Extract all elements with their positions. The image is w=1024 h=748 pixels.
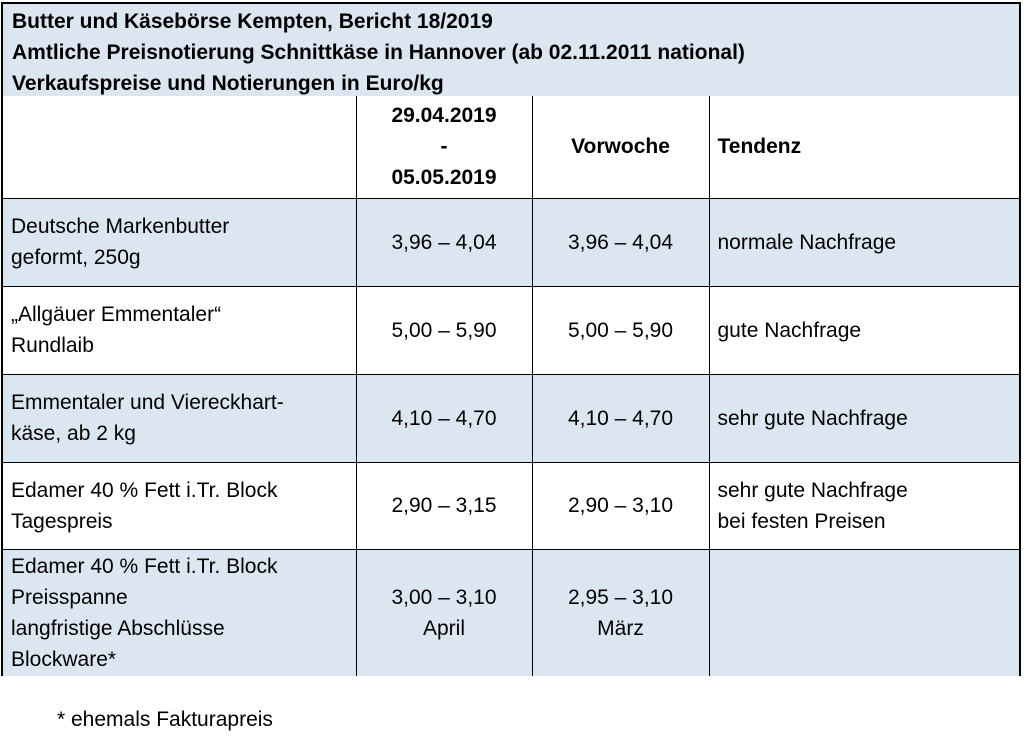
header-product-cell: [3, 96, 356, 198]
product-name: Emmentaler und Viereckhart-: [11, 391, 284, 414]
trend-text: sehr gute Nachfrage: [717, 478, 908, 502]
header-previous-week: Vorwoche: [532, 96, 709, 198]
previous-price-month: März: [597, 616, 644, 640]
product-name: Deutsche Markenbutter: [11, 215, 230, 238]
footnote: * ehemals Fakturapreis: [57, 708, 273, 731]
product-detail: langfristige Abschlüsse: [11, 616, 225, 640]
table-row: [3, 374, 1019, 462]
product-cell: [3, 286, 356, 374]
current-week-to: 05.05.2019: [391, 166, 497, 190]
product-detail: Rundlaib: [11, 334, 94, 357]
previous-price-range: 2,95 – 3,10: [567, 585, 674, 609]
product-detail: Blockware*: [11, 647, 117, 671]
product-cell: [3, 198, 356, 286]
report-header: [3, 4, 1019, 98]
product-detail: Tagespreis: [11, 509, 113, 533]
product-cell: [3, 549, 356, 676]
previous-price: [532, 549, 709, 676]
current-price: 4,10 – 4,70: [356, 374, 532, 462]
product-name: Edamer 40 % Fett i.Tr. Block: [11, 554, 278, 578]
product-cell: [3, 462, 356, 549]
current-price-range: 3,00 – 3,10: [391, 585, 497, 609]
previous-price: 3,96 – 4,04: [532, 198, 709, 286]
product-name: „Allgäuer Emmentaler“: [11, 303, 222, 326]
current-price-month: April: [422, 616, 465, 640]
table-row: [3, 286, 1019, 374]
trend-cell: [709, 462, 1019, 549]
trend-cell: [709, 549, 1019, 676]
product-detail: Preisspanne: [11, 585, 128, 609]
previous-price: 2,90 – 3,10: [532, 462, 709, 549]
previous-price: 5,00 – 5,90: [532, 286, 709, 374]
table-row: [3, 549, 1019, 676]
trend-cell: [709, 286, 1019, 374]
trend-cell: [709, 374, 1019, 462]
trend-cell: [709, 198, 1019, 286]
trend-text: gute Nachfrage: [717, 318, 862, 342]
product-cell: [3, 374, 356, 462]
current-week-separator: -: [440, 135, 448, 159]
price-table: [3, 96, 1019, 676]
product-name: Edamer 40 % Fett i.Tr. Block: [11, 478, 278, 502]
trend-text-extra: bei festen Preisen: [717, 509, 886, 533]
report-subtitle: Amtliche Preisnotierung Schnittkäse in Hannover (ab 02.11.2011 national): [12, 41, 745, 64]
previous-price: 4,10 – 4,70: [532, 374, 709, 462]
trend-text: normale Nachfrage: [717, 230, 897, 254]
header-trend: Tendenz: [709, 96, 1019, 198]
report-title: Butter und Käsebörse Kempten, Bericht 18/2019: [12, 10, 493, 33]
current-price: 5,00 – 5,90: [356, 286, 532, 374]
current-price: [356, 549, 532, 676]
price-report-frame: [1, 2, 1021, 676]
current-week-from: 29.04.2019: [391, 104, 497, 128]
table-header-row: [3, 96, 1019, 198]
product-detail: geformt, 250g: [11, 246, 141, 269]
table-row: [3, 462, 1019, 549]
header-current-week: [356, 96, 532, 198]
current-price: 2,90 – 3,15: [356, 462, 532, 549]
product-detail: käse, ab 2 kg: [11, 422, 136, 445]
report-unit-note: Verkaufspreise und Notierungen in Euro/kg: [12, 72, 444, 95]
table-row: [3, 198, 1019, 286]
trend-text: sehr gute Nachfrage: [717, 406, 908, 430]
current-price: 3,96 – 4,04: [356, 198, 532, 286]
